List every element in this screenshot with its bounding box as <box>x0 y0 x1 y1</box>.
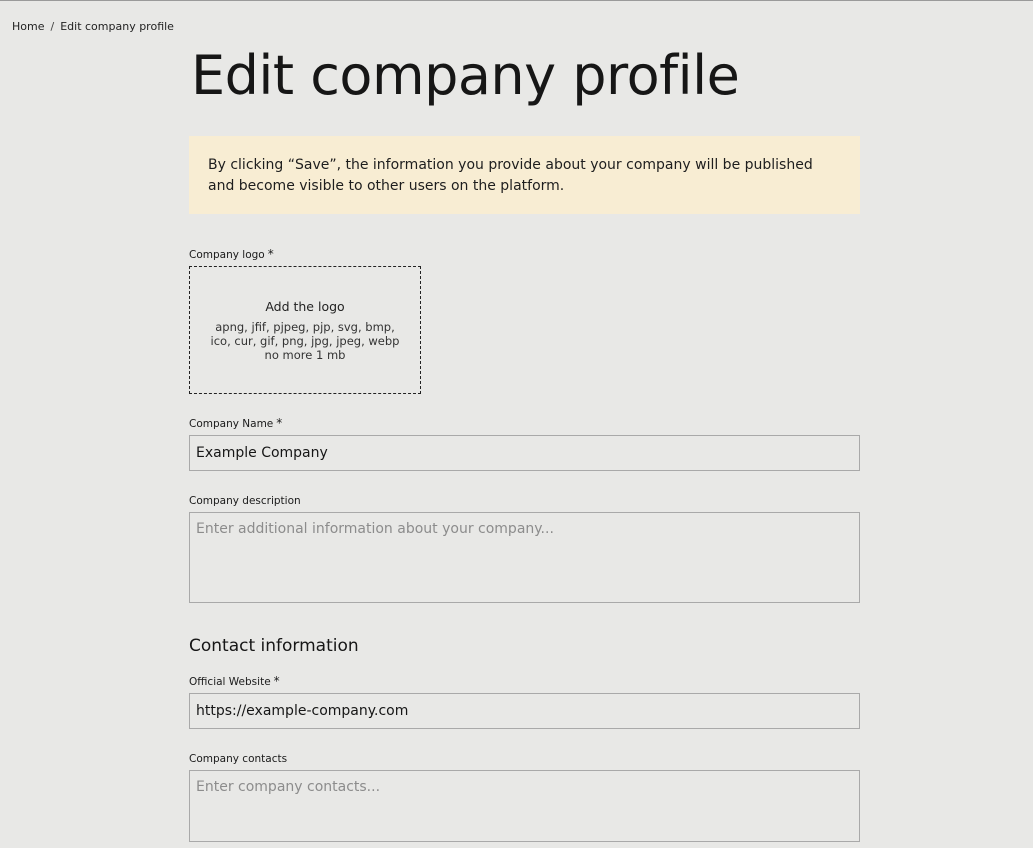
required-mark: * <box>267 247 274 261</box>
edit-profile-form <box>189 40 860 842</box>
breadcrumb-separator: / <box>50 20 55 33</box>
company-name-field <box>189 418 860 471</box>
company-contacts-field <box>189 753 860 842</box>
publish-notice: By clicking “Save”, the information you provide about your company will be published and become visible to other users on the platform. <box>189 136 860 214</box>
logo-upload-dropzone[interactable] <box>189 266 421 394</box>
website-label: Official Website * <box>189 674 280 688</box>
logo-label: Company logo * <box>189 247 274 261</box>
page-title: Edit company profile <box>191 44 740 107</box>
company-name-input[interactable]: Example Company <box>189 435 860 471</box>
required-mark: * <box>276 416 283 430</box>
breadcrumb <box>12 20 174 33</box>
logo-size-limit: no more 1 mb <box>264 347 346 362</box>
logo-field <box>189 249 860 394</box>
company-description-textarea[interactable]: Enter additional information about your company... <box>189 512 860 603</box>
logo-dropzone-title: Add the logo <box>265 298 345 314</box>
breadcrumb-home-link[interactable]: Home <box>12 20 45 33</box>
website-input[interactable]: https://example-company.com <box>189 693 860 729</box>
logo-allowed-formats: apng, jfif, pjpeg, pjp, svg, bmp, ico, cur, gif, png, jpg, jpeg, webp <box>210 319 400 348</box>
breadcrumb-current: Edit company profile <box>60 20 174 33</box>
company-description-field <box>189 495 860 603</box>
website-field <box>189 676 860 729</box>
company-contacts-label: Company contacts <box>189 753 288 765</box>
company-name-label: Company Name * <box>189 416 283 430</box>
top-divider <box>0 0 1033 1</box>
company-contacts-textarea[interactable]: Enter company contacts... <box>189 770 860 842</box>
contact-section-heading: Contact information <box>189 636 359 656</box>
company-description-label: Company description <box>189 495 301 507</box>
required-mark: * <box>273 674 280 688</box>
